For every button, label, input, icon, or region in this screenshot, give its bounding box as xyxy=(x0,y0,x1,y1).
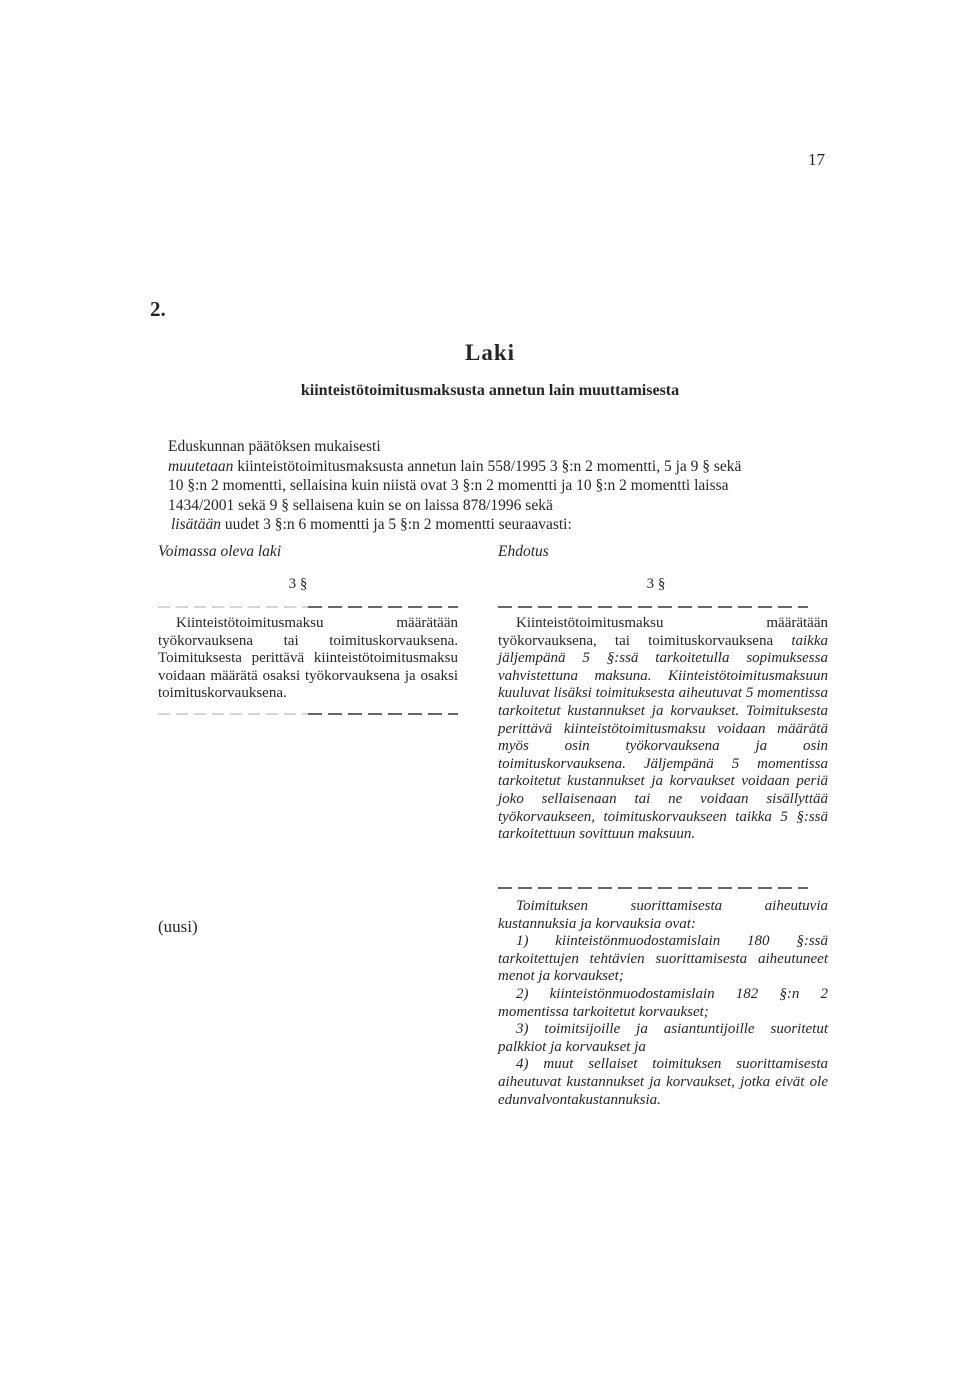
new-marker: (uusi) xyxy=(158,917,198,936)
preamble-line-5 xyxy=(168,515,828,535)
preamble-line-5-text: uudet 3 §:n 6 momentti ja 5 §:n 2 momentti seuraavasti: xyxy=(220,516,572,533)
list-intro: Toimituksen suorittamisesta aiheutuvia kustannuksia ja korvauksia ovat: xyxy=(498,898,828,932)
list-item: 1) kiinteistönmuodostamislain 180 §:ssä tarkoitettujen tehtävien suorittamisesta aiheutuneet menot ja korvaukset; xyxy=(498,933,828,985)
list-item: 2) kiinteistönmuodostamislain 182 §:n 2 momentissa tarkoitetut korvaukset; xyxy=(498,985,828,1020)
left-omission-line-top xyxy=(158,601,458,613)
section-number: 2. xyxy=(150,297,166,321)
list-item: 4) muut sellaiset toimituksen suorittamisesta aiheutuvat kustannukset ja korvaukset, jotka eivät ole edunvalvontakustannuksia. xyxy=(498,1056,828,1108)
proposal-text xyxy=(498,615,828,844)
proposal-italic-text: taikka jäljempänä 5 §:ssä tarkoitetulla sopimuksessa vahvistettuna maksuna. Kiinteistötoimitusmaksuun kuuluvat lisäksi toimituksesta aiheutuvat 5 momentissa tarkoitetut kustannukset ja korvaukset. Toimituksesta perittävä kiinteistötoimitusmaksu voidaan määrätä myös osin työkorvauksena ja osin toimituskorvauksena. Jäljempänä 5 momentissa tarkoitetut kustannukset ja korvaukset voidaan periä joko sellaisenaan tai ne voidaan sisällyttää työkorvaukseen, toimituskorvaukseen taikka 5 §:ssä tarkoitettuun sovittuun maksuun. xyxy=(498,632,828,843)
left-column-heading: Voimassa oleva laki xyxy=(158,543,282,560)
preamble-line-4: 1434/2001 sekä 9 § sellaisena kuin se on laissa 878/1996 sekä xyxy=(168,496,553,514)
left-omission-line-bottom xyxy=(158,708,458,720)
preamble-line-2-text: kiinteistötoimitusmaksusta annetun lain 558/1995 3 §:n 2 momentti, 5 ja 9 § sekä xyxy=(233,457,742,475)
current-law-paragraph: Kiinteistötoimitusmaksu määrätään työkorvauksena tai toimituskorvauksena. Toimituksesta perittävä kiinteistötoimitusmaksu voidaan määrätä osaksi työkorvauksena ja osaksi toimituskorvauksena. xyxy=(158,615,458,702)
right-omission-line-bottom xyxy=(498,882,808,894)
proposal-list xyxy=(498,898,828,1109)
right-omission-line-top xyxy=(498,601,808,613)
law-title: Laki xyxy=(464,340,516,365)
preamble xyxy=(168,437,828,535)
right-section-symbol: 3 § xyxy=(646,576,666,592)
preamble-line-2 xyxy=(168,457,828,477)
preamble-add-verb: lisätään xyxy=(171,516,221,533)
preamble-line-1: Eduskunnan päätöksen mukaisesti xyxy=(168,438,381,455)
left-section-symbol: 3 § xyxy=(288,576,308,592)
proposal-plain-text: Kiinteistötoimitusmaksu määrätään työkorvauksena, tai toimituskorvauksena xyxy=(498,615,828,649)
proposal-paragraph xyxy=(498,615,828,844)
page-number: 17 xyxy=(808,150,825,169)
right-column-heading: Ehdotus xyxy=(498,543,549,560)
preamble-line-3: 10 §:n 2 momentti, sellaisina kuin niistä ovat 3 §:n 2 momentti ja 10 §:n 2 momentti laissa xyxy=(168,477,729,494)
current-law-text xyxy=(158,615,458,703)
preamble-amend-verb: muutetaan xyxy=(168,457,234,475)
law-subtitle: kiinteistötoimitusmaksusta annetun lain muuttamisesta xyxy=(300,382,680,399)
list-item: 3) toimitsijoille ja asiantuntijoille suoritetut palkkiot ja korvaukset ja xyxy=(498,1021,828,1055)
